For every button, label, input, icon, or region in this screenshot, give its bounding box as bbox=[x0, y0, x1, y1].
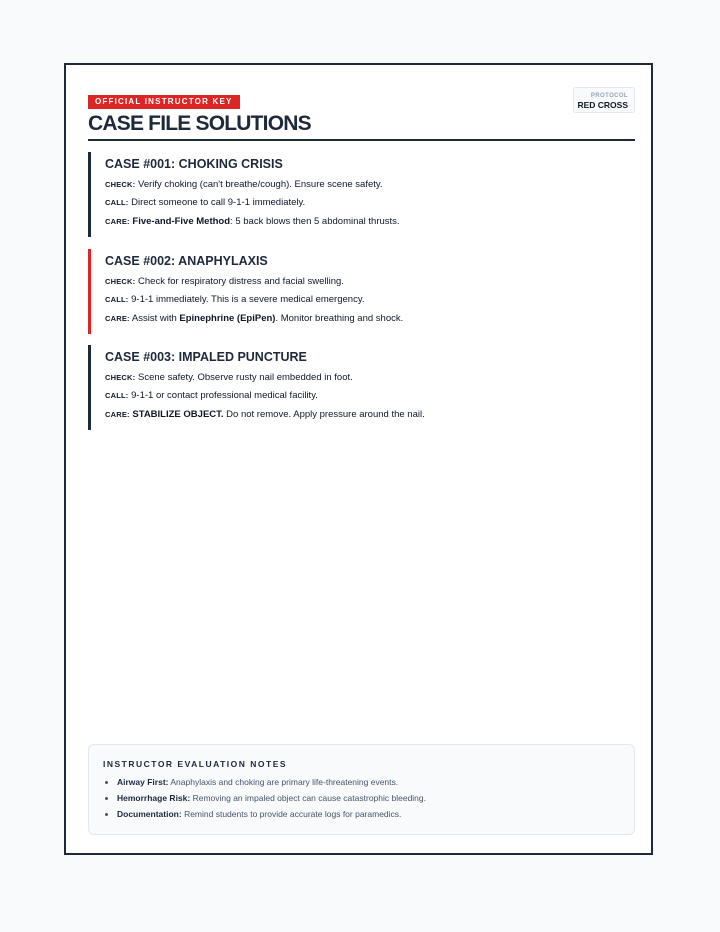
note-text: Remind students to provide accurate logs for paramedics. bbox=[181, 809, 402, 819]
step-emphasis: Epinephrine (EpiPen) bbox=[179, 312, 276, 324]
step-label: CALL: bbox=[105, 391, 129, 400]
case-step-call bbox=[105, 197, 635, 209]
step-label: CARE: bbox=[105, 409, 130, 419]
protocol-label: PROTOCOL bbox=[590, 93, 628, 99]
instructor-notes-panel bbox=[88, 744, 635, 835]
note-text: Removing an impaled object can cause catastrophic bleeding. bbox=[190, 793, 426, 803]
step-text: . Monitor breathing and shock. bbox=[275, 312, 404, 324]
protocol-tag bbox=[573, 87, 635, 113]
step-label: CHECK: bbox=[105, 276, 136, 286]
step-text: Scene safety. Observe rusty nail embedded in foot. bbox=[138, 371, 353, 383]
step-label: CARE: bbox=[105, 216, 130, 226]
step-text: Direct someone to call 9-1-1 immediately. bbox=[131, 197, 306, 208]
answer-key-sheet bbox=[64, 63, 653, 855]
step-label: CHECK: bbox=[105, 372, 136, 382]
case-card-001 bbox=[88, 152, 635, 237]
list-item bbox=[117, 793, 620, 803]
case-step-check bbox=[105, 372, 635, 384]
case-step-care bbox=[105, 216, 635, 228]
note-key: Airway First: bbox=[117, 777, 169, 787]
case-card-002 bbox=[88, 249, 635, 334]
note-key: Hemorrhage Risk: bbox=[117, 793, 191, 803]
step-emphasis: Five-and-Five Method bbox=[132, 215, 231, 227]
notes-list bbox=[103, 777, 620, 819]
step-text: Check for respiratory distress and facial swelling. bbox=[138, 275, 344, 287]
step-label: CALL: bbox=[105, 198, 129, 207]
case-step-care bbox=[105, 409, 635, 421]
protocol-value: RED CROSS bbox=[577, 100, 628, 110]
step-label: CARE: bbox=[105, 313, 130, 323]
document-header bbox=[88, 91, 635, 141]
case-step-check bbox=[105, 276, 635, 288]
note-key: Documentation: bbox=[117, 809, 182, 819]
case-step-care bbox=[105, 313, 635, 325]
case-title: CASE #002: ANAPHYLAXIS bbox=[105, 254, 268, 268]
note-text: Anaphylaxis and choking are primary life-threatening events. bbox=[168, 777, 399, 787]
step-text: : 5 back blows then 5 abdominal thrusts. bbox=[230, 215, 400, 227]
case-card-003 bbox=[88, 345, 635, 430]
instructor-key-badge: OFFICIAL INSTRUCTOR KEY bbox=[88, 95, 240, 109]
case-title: CASE #003: IMPALED PUNCTURE bbox=[105, 350, 307, 364]
case-title: CASE #001: CHOKING CRISIS bbox=[105, 157, 283, 171]
step-text: 9-1-1 or contact professional medical facility. bbox=[131, 390, 318, 401]
case-step-check bbox=[105, 179, 635, 191]
step-label: CHECK: bbox=[105, 179, 136, 189]
step-emphasis: STABILIZE OBJECT. bbox=[132, 408, 224, 420]
step-text: 9-1-1 immediately. This is a severe medical emergency. bbox=[131, 294, 365, 305]
step-text: Verify choking (can't breathe/cough). Ensure scene safety. bbox=[138, 178, 383, 190]
step-text: Do not remove. Apply pressure around the nail. bbox=[223, 408, 425, 420]
page-title: CASE FILE SOLUTIONS bbox=[88, 112, 311, 135]
step-text: Assist with bbox=[131, 312, 180, 324]
case-step-call bbox=[105, 294, 635, 306]
list-item bbox=[117, 809, 620, 819]
case-step-call bbox=[105, 390, 635, 402]
step-label: CALL: bbox=[105, 295, 129, 304]
list-item bbox=[117, 777, 620, 787]
notes-title: INSTRUCTOR EVALUATION NOTES bbox=[103, 759, 288, 769]
